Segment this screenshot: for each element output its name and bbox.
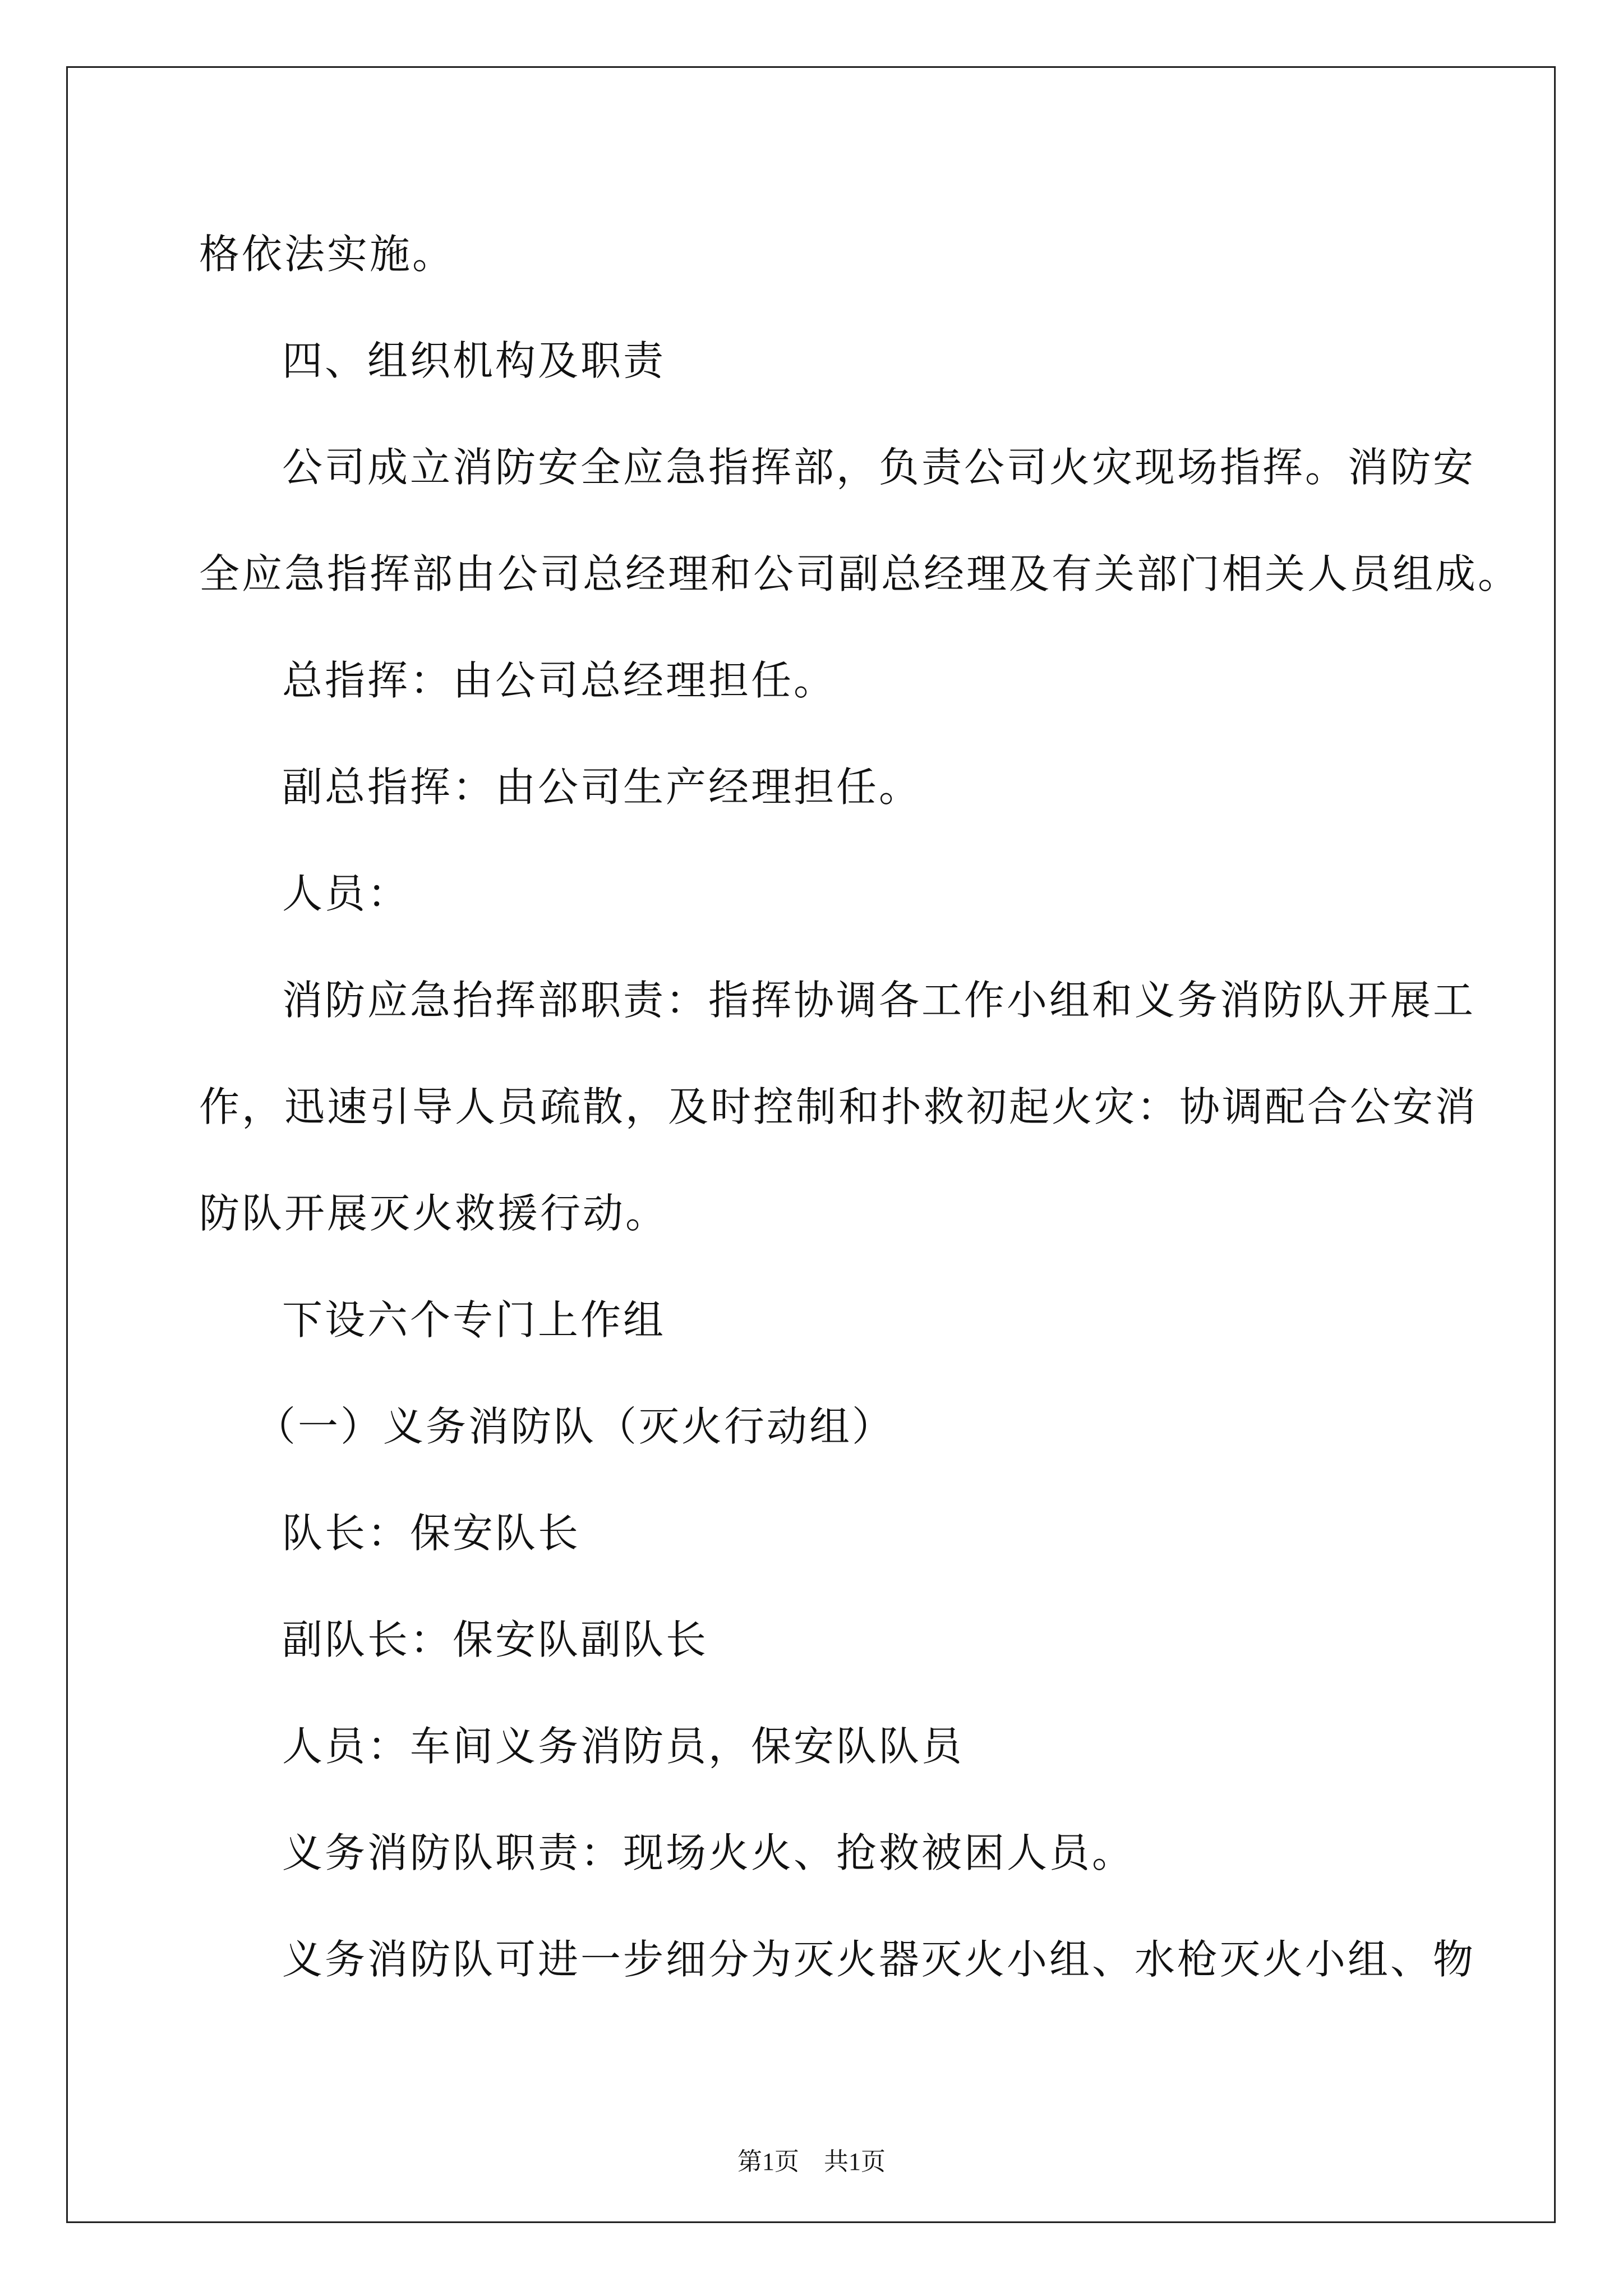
body-line: 人员： — [282, 870, 411, 917]
body-line: 义务消防队可进一步细分为灭火器灭火小组、水枪灭火小组、物 — [282, 1936, 1476, 1983]
body-line: 副总指挥：由公司生产经理担任。 — [282, 763, 922, 811]
section-heading: 四、组织机构及职责 — [282, 337, 666, 384]
body-line: 总指挥：由公司总经理担任。 — [282, 657, 837, 704]
body-line: 作，迅速引导人员疏散，及时控制和扑救初起火灾：协调配合公安消 — [199, 1083, 1478, 1130]
page-number-footer: 第1页 共1页 — [737, 2148, 886, 2175]
subsection-heading: （一）义务消防队（灭火行动组） — [255, 1403, 895, 1450]
page-border — [66, 66, 1556, 2223]
body-line: 队长：保安队长 — [282, 1510, 581, 1557]
body-line: 公司成立消防安全应急指挥部，负责公司火灾现场指挥。消防安 — [282, 444, 1476, 491]
body-line: 下设六个专门上作组 — [282, 1296, 666, 1343]
body-line: 防队开展灭火救援行动。 — [199, 1190, 668, 1237]
body-line: 人员：车间义务消防员，保安队队员 — [282, 1723, 965, 1770]
body-line: 格依法实施。 — [199, 231, 455, 278]
body-line: 义务消防队职责：现场火火、抢救被困人员。 — [282, 1829, 1135, 1876]
body-line: 消防应急抬挥部职责：指挥协调各工作小组和义务消防队开展工 — [282, 977, 1476, 1024]
body-line: 副队长：保安队副队长 — [282, 1616, 709, 1663]
body-line: 全应急指挥部由公司总经理和公司副总经理及有关部门相关人员组成。 — [199, 550, 1521, 597]
